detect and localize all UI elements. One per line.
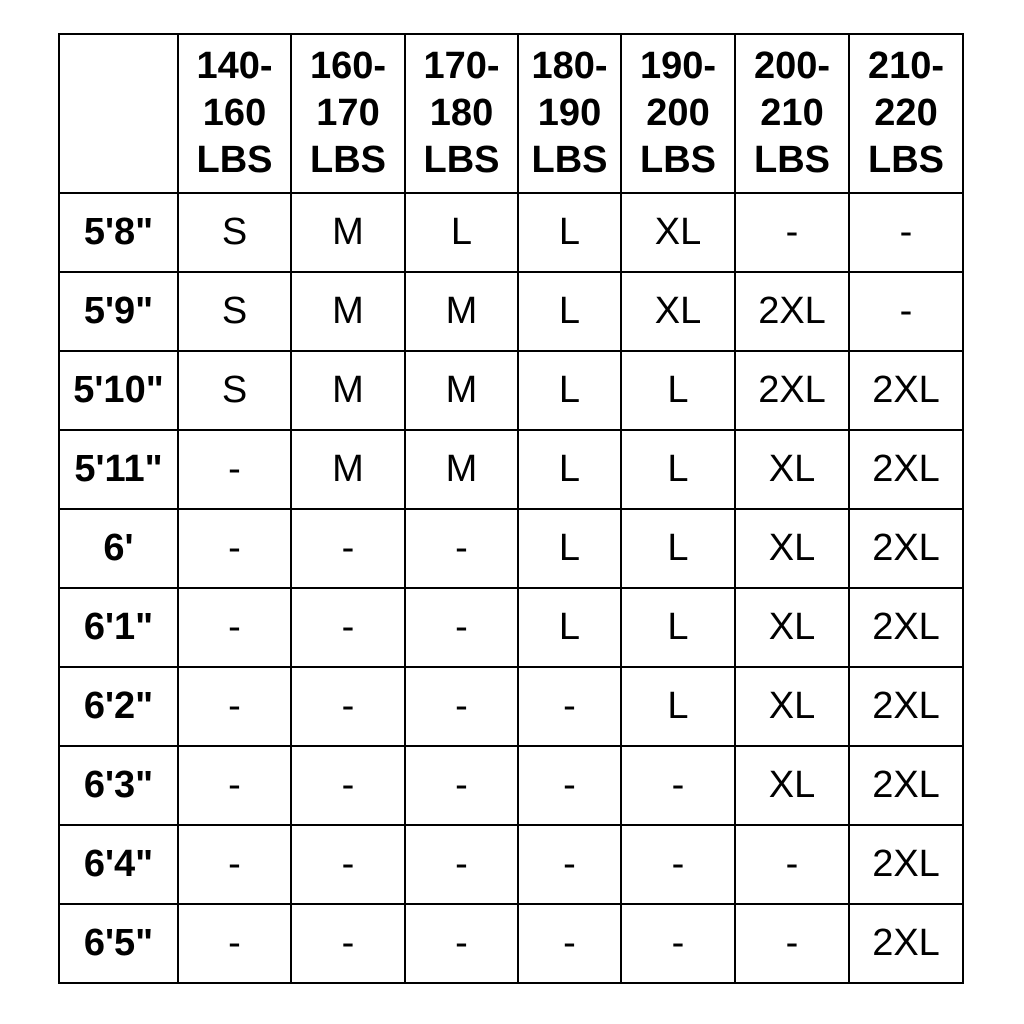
- table-body: [59, 193, 963, 983]
- column-header-line: 180: [429, 92, 494, 134]
- column-header-line: 170: [316, 92, 380, 134]
- size-cell: XL: [735, 667, 849, 746]
- row-header-height: 5'11": [59, 430, 178, 509]
- size-cell: -: [405, 667, 518, 746]
- column-header-line: 190: [537, 92, 602, 134]
- row-header-height: 6'3": [59, 746, 178, 825]
- column-header-weight-6: [849, 34, 963, 193]
- size-cell: -: [405, 825, 518, 904]
- column-header-line: LBS: [868, 139, 944, 181]
- table-row: [59, 509, 963, 588]
- size-cell: XL: [735, 509, 849, 588]
- size-cell: -: [178, 746, 291, 825]
- size-cell: -: [178, 667, 291, 746]
- size-cell: -: [621, 904, 735, 983]
- size-cell: -: [291, 904, 405, 983]
- column-header-line: LBS: [640, 139, 716, 181]
- size-cell: -: [405, 904, 518, 983]
- column-header-weight-0: [178, 34, 291, 193]
- size-cell: -: [735, 825, 849, 904]
- row-header-height: 6': [59, 509, 178, 588]
- size-cell: -: [178, 509, 291, 588]
- table-row: [59, 825, 963, 904]
- size-cell: XL: [735, 746, 849, 825]
- size-cell: 2XL: [849, 351, 963, 430]
- size-cell: -: [849, 272, 963, 351]
- size-cell: L: [621, 351, 735, 430]
- column-header-line: LBS: [531, 139, 608, 181]
- table-row: [59, 272, 963, 351]
- size-cell: S: [178, 272, 291, 351]
- size-cell: -: [178, 588, 291, 667]
- size-cell: -: [178, 430, 291, 509]
- size-cell: -: [291, 588, 405, 667]
- size-cell: L: [518, 272, 621, 351]
- size-cell: XL: [621, 272, 735, 351]
- size-cell: L: [518, 193, 621, 272]
- row-header-height: 6'5": [59, 904, 178, 983]
- size-cell: -: [291, 667, 405, 746]
- size-cell: -: [518, 667, 621, 746]
- column-header-weight-5: [735, 34, 849, 193]
- size-cell: -: [518, 825, 621, 904]
- size-cell: XL: [735, 588, 849, 667]
- size-cell: -: [405, 509, 518, 588]
- column-header-line: 190-: [639, 45, 717, 87]
- size-cell: -: [405, 588, 518, 667]
- table-row: [59, 667, 963, 746]
- size-cell: L: [518, 509, 621, 588]
- size-cell: -: [178, 825, 291, 904]
- column-header-weight-2: [405, 34, 518, 193]
- size-cell: 2XL: [735, 351, 849, 430]
- size-cell: S: [178, 351, 291, 430]
- column-header-line: 180-: [531, 45, 608, 87]
- size-cell: M: [291, 193, 405, 272]
- column-header-line: LBS: [754, 139, 830, 181]
- size-cell: L: [621, 667, 735, 746]
- size-cell: 2XL: [849, 904, 963, 983]
- row-header-height: 6'4": [59, 825, 178, 904]
- size-cell: L: [518, 351, 621, 430]
- row-header-height: 5'9": [59, 272, 178, 351]
- size-cell: -: [518, 746, 621, 825]
- column-header-line: 170-: [423, 45, 500, 87]
- column-header-line: 140-: [196, 45, 273, 87]
- size-cell: -: [405, 746, 518, 825]
- column-header-line: 160-: [309, 45, 387, 87]
- table-row: [59, 351, 963, 430]
- size-cell: -: [621, 825, 735, 904]
- column-header-weight-3: [518, 34, 621, 193]
- table-row: [59, 193, 963, 272]
- corner-cell: [59, 34, 178, 193]
- size-cell: -: [178, 904, 291, 983]
- size-cell: L: [621, 588, 735, 667]
- size-cell: 2XL: [849, 588, 963, 667]
- column-header-weight-1: [291, 34, 405, 193]
- column-header-line: LBS: [423, 139, 500, 181]
- size-cell: 2XL: [849, 430, 963, 509]
- column-header-line: 200-: [753, 45, 831, 87]
- column-header-line: 220: [874, 92, 938, 134]
- size-cell: M: [405, 430, 518, 509]
- size-cell: L: [405, 193, 518, 272]
- size-cell: -: [735, 904, 849, 983]
- column-header-line: LBS: [310, 139, 386, 181]
- column-header-weight-4: [621, 34, 735, 193]
- size-cell: S: [178, 193, 291, 272]
- size-cell: 2XL: [849, 825, 963, 904]
- size-chart-table: [58, 33, 964, 984]
- column-header-line: 160: [202, 92, 267, 134]
- table-row: [59, 904, 963, 983]
- table-row: [59, 588, 963, 667]
- size-cell: XL: [735, 430, 849, 509]
- size-cell: -: [518, 904, 621, 983]
- size-cell: M: [291, 272, 405, 351]
- size-cell: -: [291, 825, 405, 904]
- table-row: [59, 746, 963, 825]
- size-cell: M: [291, 430, 405, 509]
- column-header-line: LBS: [196, 139, 273, 181]
- table-row: [59, 430, 963, 509]
- size-cell: 2XL: [849, 746, 963, 825]
- size-cell: L: [621, 430, 735, 509]
- size-cell: -: [735, 193, 849, 272]
- size-cell: M: [405, 351, 518, 430]
- size-cell: M: [291, 351, 405, 430]
- size-cell: -: [291, 746, 405, 825]
- size-cell: -: [849, 193, 963, 272]
- row-header-height: 5'8": [59, 193, 178, 272]
- size-cell: -: [291, 509, 405, 588]
- size-cell: -: [621, 746, 735, 825]
- header-row: [59, 34, 963, 193]
- size-cell: 2XL: [849, 509, 963, 588]
- row-header-height: 5'10": [59, 351, 178, 430]
- column-header-line: 210-: [867, 45, 945, 87]
- row-header-height: 6'2": [59, 667, 178, 746]
- size-cell: XL: [621, 193, 735, 272]
- size-cell: L: [518, 430, 621, 509]
- size-cell: 2XL: [735, 272, 849, 351]
- size-cell: L: [518, 588, 621, 667]
- size-cell: 2XL: [849, 667, 963, 746]
- column-header-line: 200: [646, 92, 710, 134]
- row-header-height: 6'1": [59, 588, 178, 667]
- column-header-line: 210: [760, 92, 824, 134]
- size-cell: L: [621, 509, 735, 588]
- size-cell: M: [405, 272, 518, 351]
